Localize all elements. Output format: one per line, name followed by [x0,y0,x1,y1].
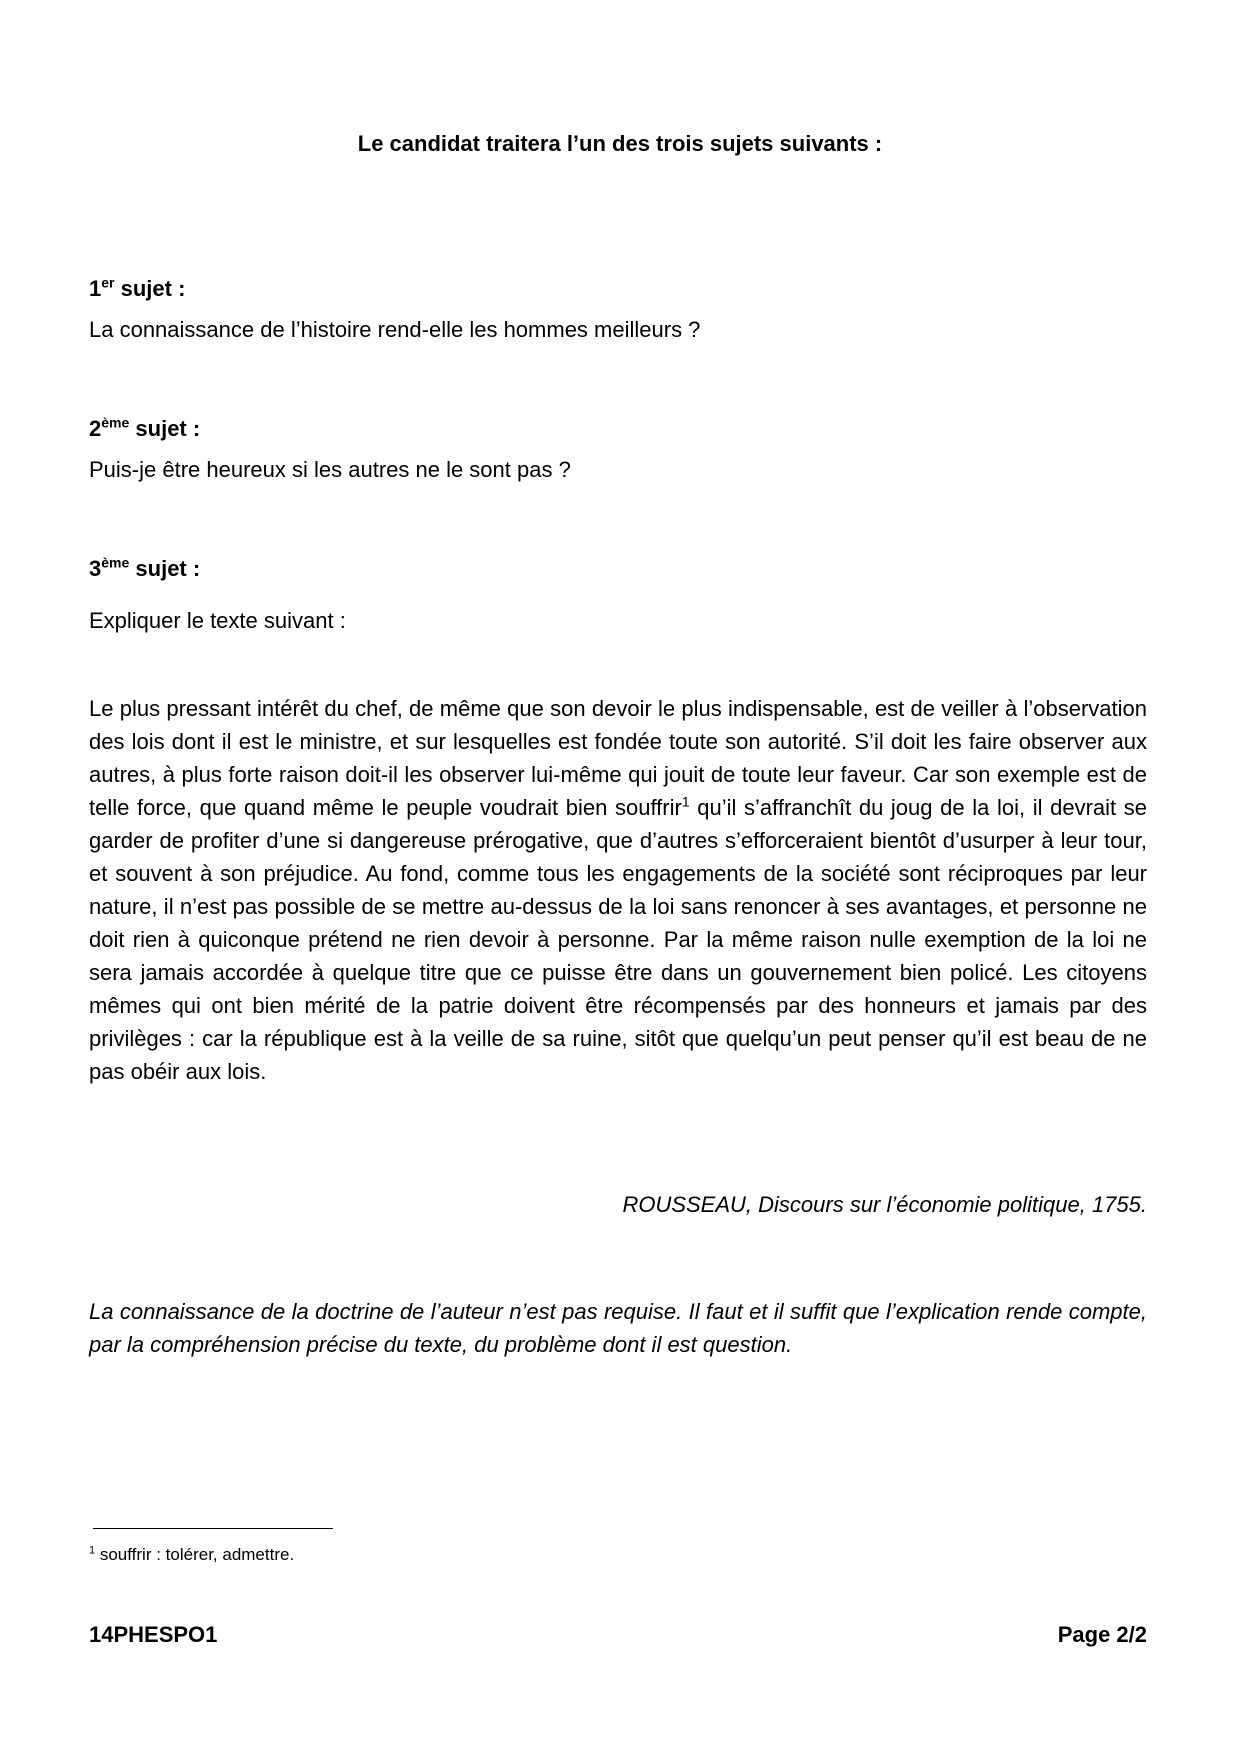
subject-3-question: Expliquer le texte suivant : [89,608,346,633]
passage-text-before-note: Le plus pressant intérêt du chef, de même que son devoir le plus indispensable, est de veiller à l’observation des lois dont il est le ministre, et sur lesquelles est fondée toute son autorité. S’il doit les faire observer aux autres, à plus forte raison doit-il les observer lui-même qui jouit de toute leur faveur. Car son exemple est de telle force, que quand même le peuple voudrait bien souffrir [89,696,1147,820]
subject-1-ordinal: er [101,274,115,291]
subject-2-question: Puis-je être heureux si les autres ne le sont pas ? [89,457,571,482]
footnote-text: souffrir : tolérer, admettre. [95,1545,295,1564]
page-title: Le candidat traitera l’un des trois sujets suivants : [357,131,883,156]
citation: ROUSSEAU, Discours sur l’économie politique, 1755. [622,1192,1147,1217]
subject-3-number: 3 [89,556,102,581]
subject-3-ordinal: ème [101,554,130,571]
footnote [89,1545,294,1565]
subject-2-heading [89,416,200,442]
subject-1-question: La connaissance de l’histoire rend-elle les hommes meilleurs ? [89,317,701,342]
page-number: Page 2/2 [1057,1622,1147,1647]
footnote-divider [93,1528,333,1529]
exam-code: 14PHESPO1 [89,1622,218,1647]
subject-1-number: 1 [89,276,102,301]
footnote-marker: 1 [89,1544,96,1557]
rousseau-passage [89,692,1147,1088]
subject-1-label: sujet : [120,276,186,301]
passage-text-after-note: qu’il s’affranchît du joug de la loi, il devrait se garder de profiter d’une si dangereuse prérogative, que d’autres s’efforceraient bientôt d’usurper à leur tour, et souvent à son préjudice. Au fond, comme tous les engagements de la société sont réciproques par leur nature, il n’est pas possible de se mettre au-dessus de la loi sans renoncer à ses avantages, et personne ne doit rien à quiconque prétend ne rien devoir à personne. Par la même raison nulle exemption de la loi ne sera jamais accordée à quelque titre que ce puisse être dans un gouvernement bien policé. Les citoyens mêmes qui ont bien mérité de la patrie doivent être récompensés par des honneurs et jamais par des privilèges : car la république est à la veille de sa ruine, sitôt que quelqu’un peut penser qu’il est beau de ne pas obéir aux lois. [89,795,1147,1084]
subject-2-label: sujet : [135,416,201,441]
instruction-note: La connaissance de la doctrine de l’auteur n’est pas requise. Il faut et il suffit que l’explication rende compte, par la compréhension précise du texte, du problème dont il est question. [89,1299,1147,1357]
passage-note-marker: 1 [681,793,690,810]
subject-3-heading [89,556,200,582]
subject-1-heading [89,276,185,302]
subject-2-number: 2 [89,416,102,441]
subject-3-label: sujet : [135,556,201,581]
subject-2-ordinal: ème [101,414,130,431]
